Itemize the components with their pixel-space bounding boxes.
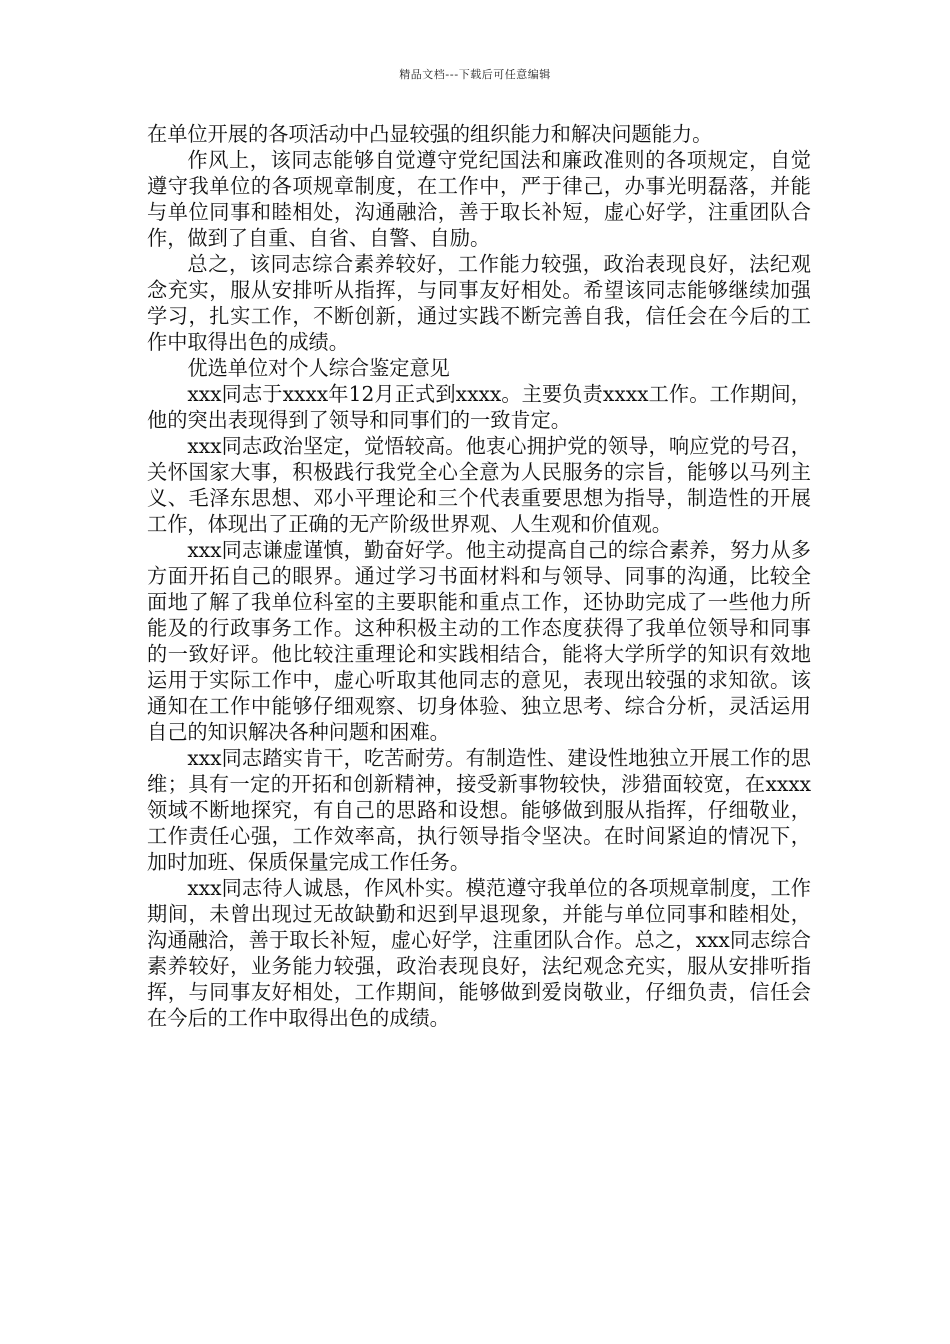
page-header: 精品文档---下载后可任意编辑 [399,68,551,81]
paragraph: xxx同志谦虚谨慎，勤奋好学。他主动提高自己的综合素养，努力从多方面开拓自己的眼界。通过学习书面材料和与领导、同事的沟通，比较全面地了解了我单位科室的主要职能和重点工作，还协助完成了一些他力所能及的行政事务工作。这种积极主动的工作态度获得了我单位领导和同事的一致好评。他比较注重理论和实践相结合，能将大学所学的知识有效地运用于实际工作中，虚心听取其他同志的意见，表现出较强的求知欲。该通知在工作中能够仔细观察、切身体验、独立思考、综合分析，灵活运用自己的知识解决各种问题和困难。 [147,538,811,744]
document-body [147,121,811,1031]
paragraph: 在单位开展的各项活动中凸显较强的组织能力和解决问题能力。 [147,122,713,146]
paragraph: xxx同志待人诚恳，作风朴实。模范遵守我单位的各项规章制度，工作期间，未曾出现过无故缺勤和迟到早退现象，并能与单位同事和睦相处，沟通融洽，善于取长补短，虚心好学，注重团队合作。总之，xxx同志综合素养较好，业务能力较强，政治表现良好，法纪观念充实，服从安排听指挥，与同事友好相处，工作期间，能够做到爱岗敬业，仔细负责，信任会在今后的工作中取得出色的成绩。 [147,876,811,1030]
paragraph: xxx同志政治坚定，觉悟较高。他衷心拥护党的领导，响应党的号召，关怀国家大事，积极践行我党全心全意为人民服务的宗旨，能够以马列主义、毛泽东思想、邓小平理论和三个代表重要思想为指导，制造性的开展工作，体现出了正确的无产阶级世界观、人生观和价值观。 [147,434,811,536]
section-heading: 优选单位对个人综合鉴定意见 [187,356,450,380]
paragraph: xxx同志踏实肯干，吃苦耐劳。有制造性、建设性地独立开展工作的思维；具有一定的开拓和创新精神，接受新事物较快，涉猎面较宽，在xxxx领域不断地探究，有自己的思路和设想。能够做到服从指挥，仔细敬业，工作责任心强，工作效率高，执行领导指令坚决。在时间紧迫的情况下，加时加班、保质保量完成工作任务。 [147,746,811,874]
paragraph: xxx同志于xxxx年12月正式到xxxx。主要负责xxxx工作。工作期间，他的突出表现得到了领导和同事们的一致肯定。 [147,382,811,432]
paragraph: 作风上，该同志能够自觉遵守党纪国法和廉政准则的各项规定，自觉遵守我单位的各项规章制度，在工作中，严于律己，办事光明磊落，并能与单位同事和睦相处，沟通融洽，善于取长补短，虚心好学，注重团队合作，做到了自重、自省、自警、自励。 [147,148,811,250]
paragraph: 总之，该同志综合素养较好，工作能力较强，政治表现良好，法纪观念充实，服从安排听从指挥，与同事友好相处。希望该同志能够继续加强学习，扎实工作，不断创新，通过实践不断完善自我，信任会在今后的工作中取得出色的成绩。 [147,252,811,354]
